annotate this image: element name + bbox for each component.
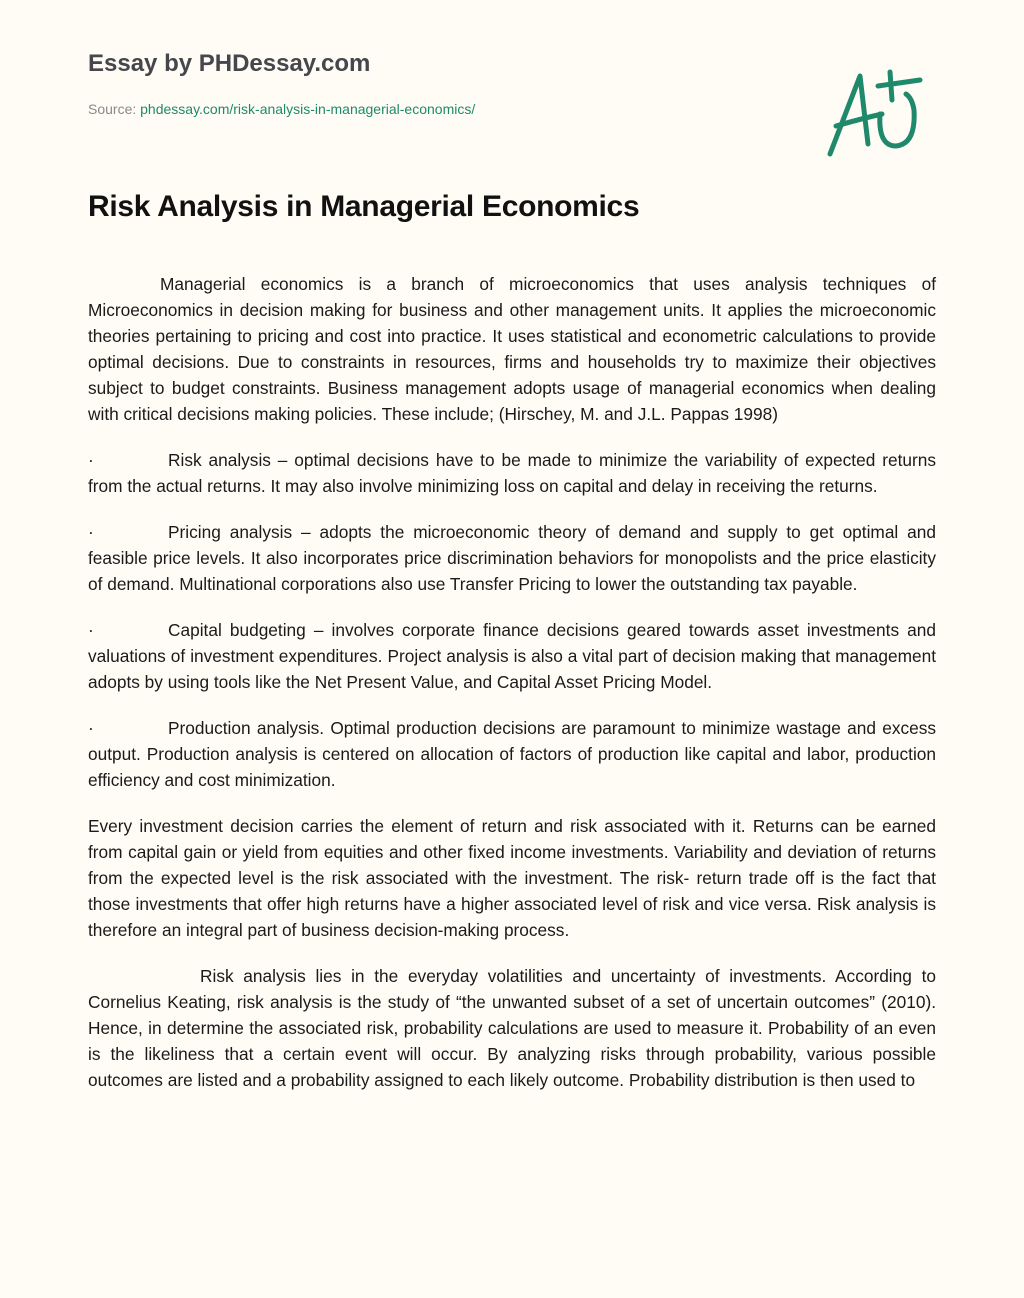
bullet-marker: · [88, 620, 94, 640]
bullet-marker: · [88, 718, 94, 738]
bullet-item: · Capital budgeting – involves corporate finance decisions geared towards asset investments and valuations of investment expenditures. Project analysis is also a vital part of decision making that management adopts by using tools like the Net Present Value, and Capital Asset Pricing Model. [88, 617, 936, 695]
paragraph: Managerial economics is a branch of microeconomics that uses analysis techniques of Microeconomics in decision making for business and other management units. It applies the microeconomic theories pertaining to pricing and cost into practice. It uses statistical and econometric calculations to provide optimal decisions. Due to constraints in resources, firms and households try to maximize their objectives subject to budget constraints. Business management adopts usage of managerial economics when dealing with critical decisions making policies. These include; (Hirschey, M. and J.L. Pappas 1998) [88, 274, 936, 424]
site-title: Essay by PHDessay.com [88, 50, 371, 77]
bullet-marker: · [88, 450, 94, 470]
bullet-item: · Risk analysis – optimal decisions have to be made to minimize the variability of expected returns from the actual returns. It may also involve minimizing loss on capital and delay in receiving the returns. [88, 447, 936, 499]
paragraph: Every investment decision carries the element of return and risk associated with it. Returns can be earned from capital gain or yield from equities and other fixed income investments. Variability and deviation of returns from the expected level is the risk associated with the investment. The risk- return trade off is the fact that those investments that offer high returns have a higher associated level of risk and vice versa. Risk analysis is therefore an integral part of business decision-making process. [88, 816, 936, 940]
source-line [88, 101, 475, 117]
paragraph: Risk analysis lies in the everyday volatilities and uncertainty of investments. According to Cornelius Keating, risk analysis is the study of “the unwanted subset of a set of uncertain outcomes” (2010). Hence, in determine the associated risk, probability calculations are used to measure it. Probability of an even is the likeliness that a certain event will occur. By analyzing risks through probability, various possible outcomes are listed and a probability assigned to each likely outcome. Probability distribution is then used to [88, 966, 936, 1090]
source-label: Source: [88, 101, 137, 117]
a-plus-logo-icon [820, 64, 930, 164]
source-link[interactable]: phdessay.com/risk-analysis-in-managerial-economics/ [140, 101, 476, 117]
bullet-item: · Pricing analysis – adopts the microeconomic theory of demand and supply to get optimal and feasible price levels. It also incorporates price discrimination behaviors for monopolists and the price elasticity of demand. Multinational corporations also use Transfer Pricing to lower the outstanding tax payable. [88, 519, 936, 597]
bullet-marker: · [88, 522, 94, 542]
essay-body [88, 271, 936, 1113]
bullet-item: · Production analysis. Optimal production decisions are paramount to minimize wastage and excess output. Production analysis is centered on allocation of factors of production like capital and labor, production efficiency and cost minimization. [88, 715, 936, 793]
page-title: Risk Analysis in Managerial Economics [88, 190, 640, 223]
